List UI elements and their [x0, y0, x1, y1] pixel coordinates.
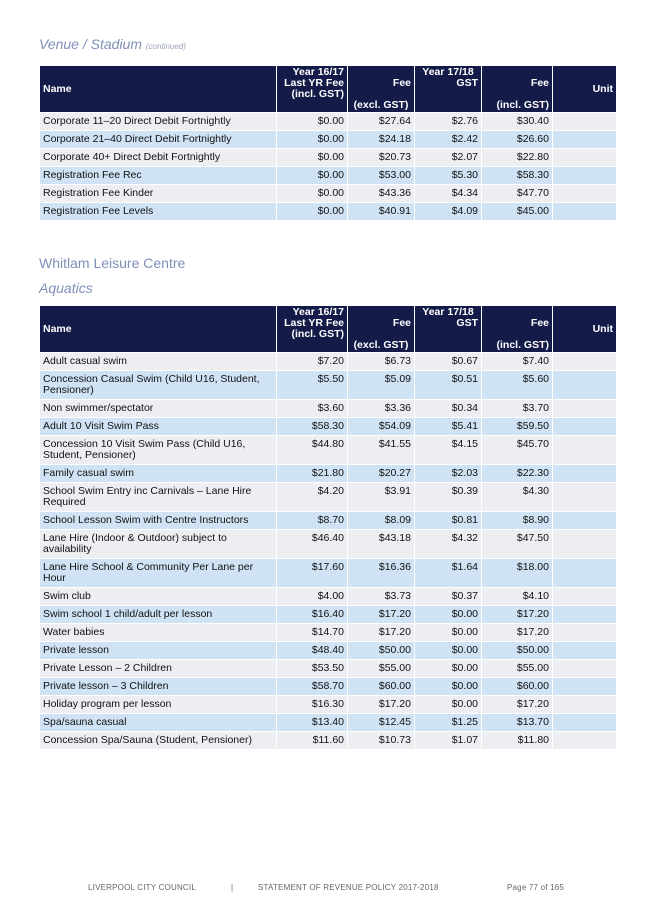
cell-unit [553, 696, 616, 713]
table-row [40, 436, 616, 464]
cell-name: Concession Casual Swim (Child U16, Student, Pensioner) [40, 371, 276, 399]
cell-last: $4.00 [277, 588, 347, 605]
cell-incl: $22.80 [482, 149, 552, 166]
cell-gst: $5.30 [415, 167, 481, 184]
cell-last: $44.80 [277, 436, 347, 464]
cell-unit [553, 400, 616, 417]
cell-last: $0.00 [277, 149, 347, 166]
cell-last: $21.80 [277, 465, 347, 482]
cell-unit [553, 436, 616, 464]
cell-fee: $24.18 [348, 131, 414, 148]
cell-last: $17.60 [277, 559, 347, 587]
cell-last: $4.20 [277, 483, 347, 511]
table-row [40, 131, 616, 148]
cell-last: $48.40 [277, 642, 347, 659]
cell-incl: $22.30 [482, 465, 552, 482]
cell-name: Concession 10 Visit Swim Pass (Child U16, Student, Pensioner) [40, 436, 276, 464]
cell-fee: $27.64 [348, 113, 414, 130]
cell-incl: $7.40 [482, 353, 552, 370]
cell-name: Corporate 40+ Direct Debit Fortnightly [40, 149, 276, 166]
cell-last: $16.30 [277, 696, 347, 713]
table-row [40, 588, 616, 605]
cell-unit [553, 678, 616, 695]
cell-unit [553, 113, 616, 130]
col-header-unit: Unit [553, 66, 616, 112]
cell-name: Lane Hire School & Community Per Lane per Hour [40, 559, 276, 587]
table-row [40, 149, 616, 166]
table-row [40, 678, 616, 695]
footer-doc: STATEMENT OF REVENUE POLICY 2017-2018 [258, 883, 439, 892]
cell-fee: $53.00 [348, 167, 414, 184]
cell-name: Swim school 1 child/adult per lesson [40, 606, 276, 623]
cell-fee: $10.73 [348, 732, 414, 749]
cell-name: Corporate 21–40 Direct Debit Fortnightly [40, 131, 276, 148]
cell-fee: $40.91 [348, 203, 414, 220]
table-row [40, 530, 616, 558]
cell-last: $46.40 [277, 530, 347, 558]
continued-label: (continued) [145, 42, 186, 51]
aquatics-fee-table [39, 305, 617, 750]
table-row [40, 203, 616, 220]
table-row [40, 167, 616, 184]
cell-name: Corporate 11–20 Direct Debit Fortnightly [40, 113, 276, 130]
cell-fee: $41.55 [348, 436, 414, 464]
col-header-last-yr-fee: Year 16/17 Last YR Fee (incl. GST) [277, 66, 347, 112]
cell-last: $0.00 [277, 167, 347, 184]
cell-unit [553, 185, 616, 202]
cell-last: $7.20 [277, 353, 347, 370]
cell-fee: $17.20 [348, 624, 414, 641]
table-row [40, 400, 616, 417]
cell-gst: $0.81 [415, 512, 481, 529]
cell-fee: $17.20 [348, 696, 414, 713]
cell-fee: $50.00 [348, 642, 414, 659]
cell-incl: $13.70 [482, 714, 552, 731]
table-row [40, 660, 616, 677]
col-header-last-yr-fee: Year 16/17 Last YR Fee (incl. GST) [277, 306, 347, 352]
cell-fee: $3.73 [348, 588, 414, 605]
cell-last: $3.60 [277, 400, 347, 417]
cell-unit [553, 559, 616, 587]
cell-unit [553, 203, 616, 220]
cell-incl: $26.60 [482, 131, 552, 148]
cell-unit [553, 149, 616, 166]
table-row [40, 642, 616, 659]
cell-last: $58.70 [277, 678, 347, 695]
cell-gst: $4.15 [415, 436, 481, 464]
cell-gst: $1.25 [415, 714, 481, 731]
col-header-gst: Year 17/18 GST [415, 66, 481, 112]
cell-fee: $60.00 [348, 678, 414, 695]
table-row [40, 465, 616, 482]
cell-gst: $2.42 [415, 131, 481, 148]
cell-fee: $5.09 [348, 371, 414, 399]
footer-org: LIVERPOOL CITY COUNCIL [88, 883, 196, 892]
col-header-name: Name [40, 306, 276, 352]
cell-name: School Swim Entry inc Carnivals – Lane Hire Required [40, 483, 276, 511]
cell-unit [553, 642, 616, 659]
cell-name: School Lesson Swim with Centre Instructors [40, 512, 276, 529]
cell-name: Private lesson – 3 Children [40, 678, 276, 695]
cell-unit [553, 732, 616, 749]
cell-gst: $0.00 [415, 678, 481, 695]
cell-gst: $0.39 [415, 483, 481, 511]
cell-gst: $0.00 [415, 624, 481, 641]
table-row [40, 696, 616, 713]
cell-last: $8.70 [277, 512, 347, 529]
cell-last: $14.70 [277, 624, 347, 641]
cell-last: $0.00 [277, 131, 347, 148]
cell-unit [553, 371, 616, 399]
table-row [40, 732, 616, 749]
col-header-fee-incl: Fee (incl. GST) [482, 306, 552, 352]
col-header-name: Name [40, 66, 276, 112]
cell-incl: $5.60 [482, 371, 552, 399]
cell-gst: $5.41 [415, 418, 481, 435]
cell-name: Family casual swim [40, 465, 276, 482]
cell-gst: $4.34 [415, 185, 481, 202]
cell-name: Registration Fee Levels [40, 203, 276, 220]
cell-name: Private lesson [40, 642, 276, 659]
cell-gst: $0.51 [415, 371, 481, 399]
cell-incl: $17.20 [482, 606, 552, 623]
col-header-fee-excl: Fee (excl. GST) [348, 66, 414, 112]
cell-incl: $3.70 [482, 400, 552, 417]
cell-gst: $2.03 [415, 465, 481, 482]
table-row [40, 353, 616, 370]
table-row [40, 714, 616, 731]
cell-incl: $30.40 [482, 113, 552, 130]
section-title-venue [39, 36, 186, 52]
cell-fee: $43.36 [348, 185, 414, 202]
col-header-fee-excl: Fee (excl. GST) [348, 306, 414, 352]
col-header-fee-incl: Fee (incl. GST) [482, 66, 552, 112]
cell-gst: $0.67 [415, 353, 481, 370]
cell-unit [553, 353, 616, 370]
cell-incl: $17.20 [482, 624, 552, 641]
cell-incl: $60.00 [482, 678, 552, 695]
cell-gst: $1.64 [415, 559, 481, 587]
cell-last: $11.60 [277, 732, 347, 749]
cell-unit [553, 483, 616, 511]
cell-incl: $59.50 [482, 418, 552, 435]
col-header-unit: Unit [553, 306, 616, 352]
cell-last: $0.00 [277, 113, 347, 130]
cell-unit [553, 167, 616, 184]
cell-incl: $58.30 [482, 167, 552, 184]
cell-name: Non swimmer/spectator [40, 400, 276, 417]
cell-incl: $45.70 [482, 436, 552, 464]
cell-last: $5.50 [277, 371, 347, 399]
section-title-aquatics: Aquatics [39, 280, 93, 296]
cell-fee: $54.09 [348, 418, 414, 435]
cell-incl: $17.20 [482, 696, 552, 713]
cell-gst: $0.34 [415, 400, 481, 417]
cell-name: Registration Fee Rec [40, 167, 276, 184]
table-header-row [40, 306, 616, 352]
cell-name: Private Lesson – 2 Children [40, 660, 276, 677]
cell-gst: $0.37 [415, 588, 481, 605]
cell-incl: $4.30 [482, 483, 552, 511]
cell-gst: $0.00 [415, 606, 481, 623]
cell-gst: $4.32 [415, 530, 481, 558]
cell-fee: $17.20 [348, 606, 414, 623]
table-row [40, 371, 616, 399]
cell-fee: $8.09 [348, 512, 414, 529]
table-row [40, 624, 616, 641]
cell-fee: $43.18 [348, 530, 414, 558]
cell-last: $13.40 [277, 714, 347, 731]
cell-incl: $4.10 [482, 588, 552, 605]
cell-gst: $1.07 [415, 732, 481, 749]
cell-unit [553, 624, 616, 641]
cell-incl: $47.70 [482, 185, 552, 202]
table-row [40, 606, 616, 623]
cell-incl: $8.90 [482, 512, 552, 529]
cell-gst: $2.76 [415, 113, 481, 130]
cell-last: $0.00 [277, 203, 347, 220]
cell-gst: $0.00 [415, 660, 481, 677]
cell-fee: $3.36 [348, 400, 414, 417]
footer-page: Page 77 of 165 [507, 883, 565, 892]
cell-last: $53.50 [277, 660, 347, 677]
cell-unit [553, 714, 616, 731]
cell-fee: $16.36 [348, 559, 414, 587]
cell-unit [553, 418, 616, 435]
cell-unit [553, 660, 616, 677]
cell-fee: $6.73 [348, 353, 414, 370]
cell-fee: $3.91 [348, 483, 414, 511]
cell-incl: $47.50 [482, 530, 552, 558]
cell-incl: $11.80 [482, 732, 552, 749]
cell-gst: $4.09 [415, 203, 481, 220]
cell-unit [553, 512, 616, 529]
cell-unit [553, 465, 616, 482]
cell-last: $58.30 [277, 418, 347, 435]
cell-incl: $50.00 [482, 642, 552, 659]
cell-name: Concession Spa/Sauna (Student, Pensioner) [40, 732, 276, 749]
table-row [40, 185, 616, 202]
cell-name: Water babies [40, 624, 276, 641]
cell-name: Registration Fee Kinder [40, 185, 276, 202]
cell-last: $16.40 [277, 606, 347, 623]
cell-fee: $12.45 [348, 714, 414, 731]
cell-name: Adult casual swim [40, 353, 276, 370]
cell-last: $0.00 [277, 185, 347, 202]
cell-name: Lane Hire (Indoor & Outdoor) subject to availability [40, 530, 276, 558]
cell-gst: $0.00 [415, 696, 481, 713]
footer-separator: | [231, 883, 234, 892]
cell-name: Adult 10 Visit Swim Pass [40, 418, 276, 435]
section-title-venue-text: Venue / Stadium [39, 36, 142, 52]
cell-name: Holiday program per lesson [40, 696, 276, 713]
table-row [40, 559, 616, 587]
cell-name: Swim club [40, 588, 276, 605]
cell-incl: $18.00 [482, 559, 552, 587]
cell-unit [553, 606, 616, 623]
centre-title: Whitlam Leisure Centre [39, 255, 186, 271]
cell-fee: $20.27 [348, 465, 414, 482]
table-row [40, 483, 616, 511]
table-row [40, 113, 616, 130]
table-row [40, 512, 616, 529]
cell-fee: $20.73 [348, 149, 414, 166]
table-header-row [40, 66, 616, 112]
venue-fee-table [39, 65, 617, 221]
cell-incl: $45.00 [482, 203, 552, 220]
cell-gst: $2.07 [415, 149, 481, 166]
cell-name: Spa/sauna casual [40, 714, 276, 731]
table-row [40, 418, 616, 435]
cell-incl: $55.00 [482, 660, 552, 677]
cell-unit [553, 588, 616, 605]
col-header-gst: Year 17/18 GST [415, 306, 481, 352]
cell-unit [553, 530, 616, 558]
cell-unit [553, 131, 616, 148]
cell-gst: $0.00 [415, 642, 481, 659]
cell-fee: $55.00 [348, 660, 414, 677]
